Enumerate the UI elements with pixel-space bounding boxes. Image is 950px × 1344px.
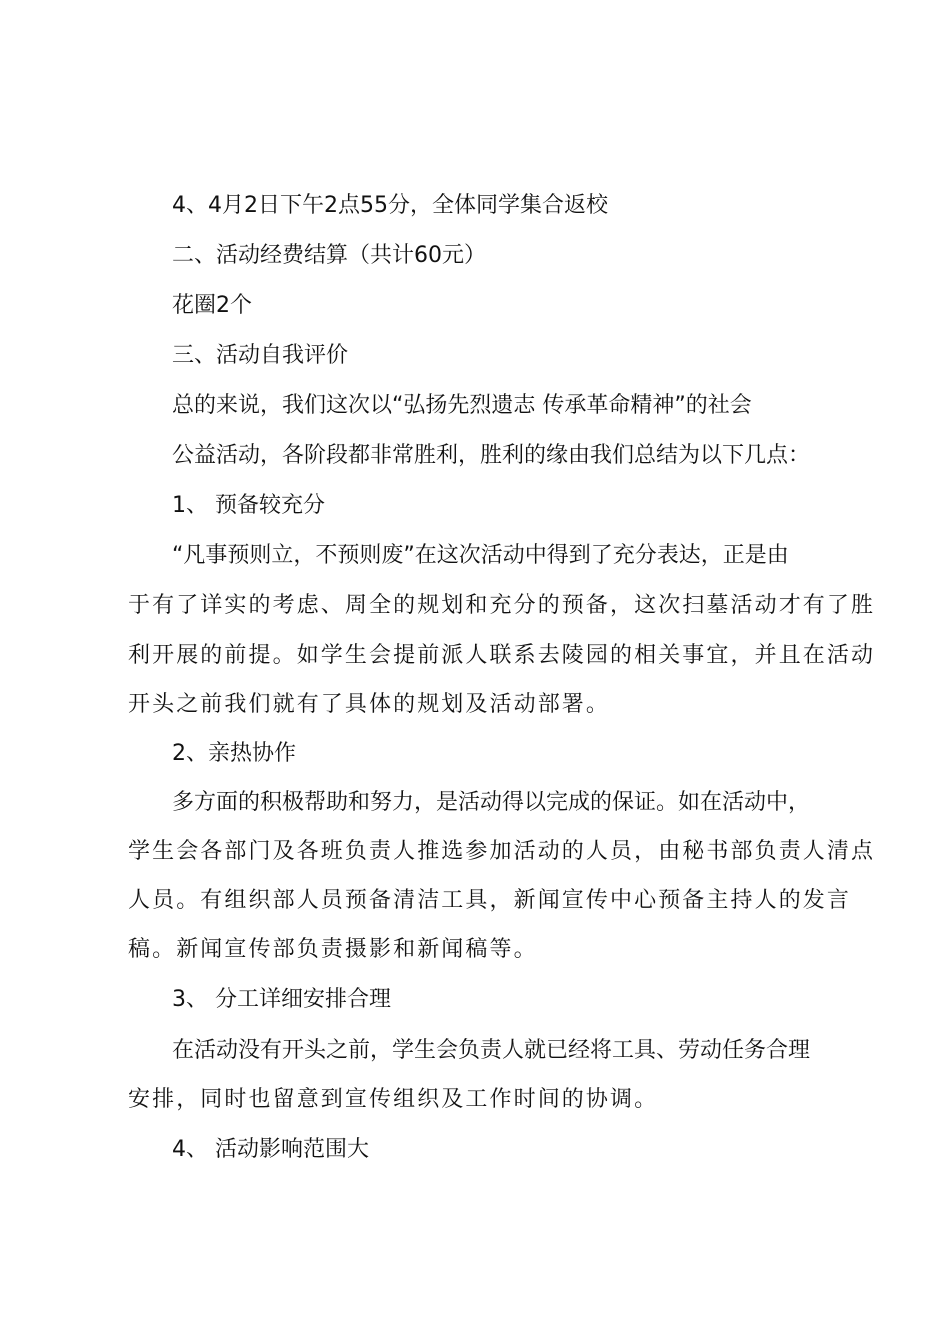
schedule-item-4: 4、4月2日下午2点55分，全体同学集合返校 xyxy=(172,193,608,218)
paragraph-line: 学生会各部门及各班负责人推选参加活动的人员，由秘书部负责人清点 xyxy=(128,839,876,864)
paragraph-line: 公益活动，各阶段都非常胜利，胜利的缘由我们总结为以下几点： xyxy=(172,443,811,468)
paragraph-line: 在活动没有开头之前，学生会负责人就已经将工具、劳动任务合理 xyxy=(172,1038,811,1063)
subheading-4: 4、 活动影响范围大 xyxy=(172,1137,369,1162)
subheading-3: 3、 分工详细安排合理 xyxy=(172,987,391,1012)
paragraph-line: 开头之前我们就有了具体的规划及活动部署。 xyxy=(128,692,611,717)
section-heading-2: 二、活动经费结算（共计60元） xyxy=(172,243,486,268)
subheading-2: 2、亲热协作 xyxy=(172,741,296,766)
paragraph-line: 安排，同时也留意到宣传组织及工作时间的协调。 xyxy=(128,1087,659,1112)
paragraph-line: 于有了详实的考虑、周全的规划和充分的预备，这次扫墓活动才有了胜 xyxy=(128,593,876,618)
section-heading-3: 三、活动自我评价 xyxy=(172,343,349,368)
paragraph-line: 利开展的前提。如学生会提前派人联系去陵园的相关事宜，并且在活动 xyxy=(128,643,876,668)
paragraph-line: 总的来说，我们这次以“弘扬先烈遗志 传承革命精神”的社会 xyxy=(172,393,752,418)
subheading-1: 1、 预备较充分 xyxy=(172,493,325,518)
paragraph-line: 人员。有组织部人员预备清洁工具，新闻宣传中心预备主持人的发言 xyxy=(128,888,852,913)
paragraph-line: 稿。新闻宣传部负责摄影和新闻稿等。 xyxy=(128,937,538,962)
expense-item: 花圈2个 xyxy=(172,293,252,318)
paragraph-line: 多方面的积极帮助和努力，是活动得以完成的保证。如在活动中， xyxy=(172,790,811,815)
paragraph-line: “凡事预则立，不预则废”在这次活动中得到了充分表达，正是由 xyxy=(172,543,789,568)
